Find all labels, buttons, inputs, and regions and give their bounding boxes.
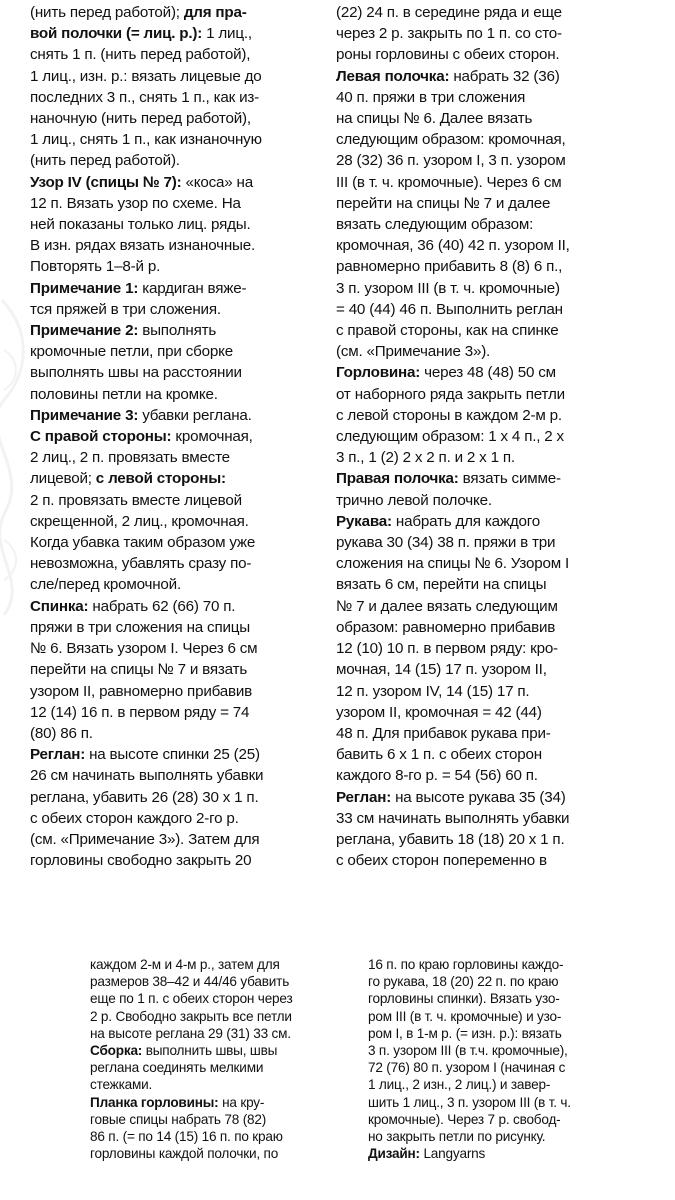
heading-text: Примечание 2: [30, 322, 139, 340]
text-line [30, 532, 330, 553]
body-text: бавить 6 х 1 п. с обеих сторон [336, 746, 542, 764]
text-line [30, 150, 330, 171]
text-line [30, 617, 330, 638]
body-text: половины петли на кромке. [30, 385, 218, 403]
heading-text: Реглан: [30, 746, 86, 764]
text-line [336, 172, 656, 193]
text-line [30, 574, 330, 595]
body-text: набрать 32 (36) [449, 67, 560, 85]
text-line [90, 1094, 350, 1111]
body-text: следующим образом: кромочная, [336, 131, 566, 149]
text-line [336, 320, 656, 341]
text-line [336, 2, 656, 23]
body-text: 1 лиц., изн. р.: вязать лицевые до [30, 67, 262, 85]
body-text: № 6. Вязать узором I. Через 6 см [30, 640, 258, 658]
text-line [90, 1059, 350, 1076]
text-line [30, 108, 330, 129]
text-line [30, 681, 330, 702]
body-text: говые спицы набрать 78 (82) [90, 1111, 267, 1127]
text-column-top-left [30, 2, 330, 871]
body-text: 40 п. пряжи в три сложения [336, 88, 526, 106]
text-line [336, 426, 656, 447]
body-text: = 40 (44) 46 п. Выполнить реглан [336, 300, 563, 318]
text-line [30, 299, 330, 320]
text-line [368, 1059, 658, 1076]
body-text: кромочная, 36 (40) 42 п. узором II, [336, 237, 570, 255]
text-line [336, 553, 656, 574]
body-text: III (в т. ч. кромочные). Через 6 см [336, 173, 562, 191]
body-text: равномерно прибавить 8 (8) 6 п., [336, 258, 563, 276]
body-text: «коса» на [181, 173, 253, 191]
heading-text: Примечание 1: [30, 279, 139, 297]
text-line [336, 299, 656, 320]
text-line [30, 256, 330, 277]
body-text: 12 (14) 16 п. в первом ряду = 74 [30, 703, 250, 721]
text-line [336, 278, 656, 299]
text-line [368, 990, 658, 1007]
text-line [90, 1128, 350, 1145]
text-line [90, 1145, 350, 1162]
text-line [30, 405, 330, 426]
text-line [336, 744, 656, 765]
body-text: 33 см начинать выполнять убавки [336, 809, 570, 827]
text-line [336, 511, 656, 532]
text-line [368, 1025, 658, 1042]
text-line [90, 990, 350, 1007]
text-line [30, 172, 330, 193]
body-text: 2 лиц., 2 п. провязать вместе [30, 449, 230, 467]
body-text: вязать симме- [458, 470, 561, 488]
text-line [30, 511, 330, 532]
body-text: кромочные). Через 7 р. свобод- [368, 1111, 561, 1127]
text-line [336, 765, 656, 786]
heading-text: Планка горловины: [90, 1094, 219, 1110]
text-line [336, 405, 656, 426]
body-text: 3 п., 1 (2) 2 х 2 п. и 2 х 1 п. [336, 449, 515, 467]
body-text: выполнить швы, швы [142, 1043, 278, 1059]
body-text: с обеих сторон попеременно в [336, 852, 547, 870]
text-line [30, 341, 330, 362]
body-text: вязать следующим образом: [336, 216, 534, 234]
text-column-top-right [336, 2, 656, 871]
body-text: ром III (в т. ч. кромочные) и узо- [368, 1008, 562, 1024]
body-text: узором II, кромочная = 42 (44) [336, 703, 542, 721]
text-line [336, 574, 656, 595]
text-line [90, 1076, 350, 1093]
body-text: шить 1 лиц., 3 п. узором III (в т. ч. [368, 1094, 571, 1110]
text-line [336, 468, 656, 489]
text-line [30, 490, 330, 511]
text-line [368, 1128, 658, 1145]
body-text: каждого 8-го р. = 54 (56) 60 п. [336, 767, 538, 785]
body-text: 3 п. узором III (в т. ч. кромочные) [336, 279, 560, 297]
heading-text: Левая полочка: [336, 67, 450, 85]
body-text: от наборного ряда закрыть петли [336, 385, 565, 403]
body-text: следующим образом: 1 х 4 п., 2 х [336, 428, 564, 446]
text-line [30, 723, 330, 744]
text-line [90, 1042, 350, 1059]
text-line [336, 384, 656, 405]
body-text: Когда убавка таким образом уже [30, 534, 256, 552]
text-line [90, 1025, 350, 1042]
text-line [336, 214, 656, 235]
body-text: Langyarns [419, 1146, 486, 1162]
body-text: стежками. [90, 1077, 153, 1093]
text-line [30, 553, 330, 574]
text-line [336, 341, 656, 362]
text-column-bottom-left [90, 956, 350, 1162]
body-text: реглана, убавить 18 (18) 20 х 1 п. [336, 830, 565, 848]
body-text: набрать для каждого [391, 512, 540, 530]
heading-text: Узор IV (спицы № 7): [30, 173, 182, 191]
text-line [336, 532, 656, 553]
body-text: № 7 и далее вязать следующим [336, 597, 558, 615]
body-text: горловины каждой полочки, по [90, 1146, 279, 1162]
body-text: 48 п. Для прибавок рукава при- [336, 724, 551, 742]
body-text: 1 лиц., снять 1 п., как изнаночную [30, 131, 262, 149]
heading-text: Рукава: [336, 512, 392, 530]
text-line [336, 44, 656, 65]
text-line [336, 235, 656, 256]
body-text: наночную (нить перед работой), [30, 110, 251, 128]
heading-text: с левой стороны: [95, 470, 226, 488]
text-line [336, 702, 656, 723]
body-text: невозможна, убавлять сразу по- [30, 555, 252, 573]
body-text: мочная, 14 (15) 17 п. узором II, [336, 661, 547, 679]
text-line [30, 66, 330, 87]
text-line [368, 1008, 658, 1025]
body-text: выполнять швы на расстоянии [30, 364, 242, 382]
body-text: 28 (32) 36 п. узором I, 3 п. узором [336, 152, 566, 170]
body-text: горловины свободно закрыть 20 [30, 852, 252, 870]
text-line [30, 596, 330, 617]
body-text: В изн. рядах вязать изнаночные. [30, 237, 255, 255]
body-text: через 2 р. закрыть по 1 п. со сто- [336, 25, 562, 43]
text-line [30, 638, 330, 659]
body-text: кромочная, [171, 428, 253, 446]
body-text: (см. «Примечание 3»). [336, 343, 491, 361]
body-text: реглана, убавить 26 (28) 30 х 1 п. [30, 788, 259, 806]
body-text: (нить перед работой). [30, 152, 180, 170]
text-line [30, 44, 330, 65]
body-text: ром I, в 1-м р. (= изн. р.): вязать [368, 1025, 562, 1041]
body-text: с правой стороны, как на спинке [336, 322, 559, 340]
text-line [336, 829, 656, 850]
text-line [30, 447, 330, 468]
text-line [30, 765, 330, 786]
heading-text: Горловина: [336, 364, 421, 382]
body-text: го рукава, 18 (20) 22 п. по краю [368, 974, 559, 990]
body-text: 1 лиц., [202, 25, 252, 43]
body-text: 12 п. узором IV, 14 (15) 17 п. [336, 682, 530, 700]
body-text: на спицы № 6. Далее вязать [336, 110, 533, 128]
body-text: снять 1 п. (нить перед работой), [30, 46, 251, 64]
body-text: еще по 1 п. с обеих сторон через [90, 991, 293, 1007]
text-line [336, 108, 656, 129]
body-text: 12 п. Вязать узор по схеме. На [30, 194, 241, 212]
body-text: вязать 6 см, перейти на спицы [336, 576, 547, 594]
text-line [336, 723, 656, 744]
text-line [368, 973, 658, 990]
watermark-decoration [0, 290, 34, 620]
body-text: 26 см начинать выполнять убавки [30, 767, 264, 785]
text-line [30, 214, 330, 235]
body-text: роны горловины с обеих сторон. [336, 46, 560, 64]
text-line [336, 850, 656, 871]
text-line [368, 1094, 658, 1111]
text-line [368, 1111, 658, 1128]
body-text: 1 лиц., 2 изн., 2 лиц.) и завер- [368, 1077, 551, 1093]
body-text: убавки реглана. [138, 406, 252, 424]
body-text: набрать 62 (66) 70 п. [88, 597, 236, 615]
text-line [336, 596, 656, 617]
body-text: пряжи в три сложения на спицы [30, 618, 250, 636]
body-text: выполнять [138, 322, 217, 340]
body-text: (см. «Примечание 3»). Затем для [30, 830, 260, 848]
body-text: последних 3 п., снять 1 п., как из- [30, 88, 259, 106]
body-text: (нить перед работой); [30, 4, 184, 21]
body-text: горловины спинки). Вязать узо- [368, 991, 560, 1007]
text-line [368, 1076, 658, 1093]
text-line [336, 256, 656, 277]
body-text: на высоте рукава 35 (34) [391, 788, 566, 806]
body-text: перейти на спицы № 7 и далее [336, 194, 551, 212]
watermark-swirl-icon [0, 290, 34, 620]
text-line [30, 362, 330, 383]
text-line [30, 129, 330, 150]
heading-text: С правой стороны: [30, 428, 172, 446]
text-line [336, 808, 656, 829]
text-line [336, 66, 656, 87]
body-text: сле/перед кромочной. [30, 576, 181, 594]
heading-text: вой полочки (= лиц. р.): [30, 25, 203, 43]
text-line [90, 956, 350, 973]
text-line [336, 638, 656, 659]
text-line [30, 278, 330, 299]
heading-text: Дизайн: [368, 1146, 420, 1162]
heading-text: Примечание 3: [30, 406, 139, 424]
text-line [30, 468, 330, 489]
text-line [336, 150, 656, 171]
body-text: с левой стороны в каждом 2-м р. [336, 406, 562, 424]
heading-text: Правая полочка: [336, 470, 459, 488]
body-text: размеров 38–42 и 44/46 убавить [90, 974, 290, 990]
text-line [336, 490, 656, 511]
body-text: через 48 (48) 50 см [420, 364, 556, 382]
heading-text: Сборка: [90, 1043, 143, 1059]
body-text: (22) 24 п. в середине ряда и еще [336, 4, 562, 21]
body-text: трично левой полочке. [336, 491, 492, 509]
body-text: лицевой; [30, 470, 96, 488]
text-line [30, 235, 330, 256]
heading-text: Спинка: [30, 597, 89, 615]
text-line [30, 320, 330, 341]
body-text: 16 п. по краю горловины каждо- [368, 957, 564, 972]
text-line [336, 362, 656, 383]
text-line [30, 2, 330, 23]
text-line [30, 744, 330, 765]
text-line [336, 129, 656, 150]
body-text: кромочные петли, при сборке [30, 343, 233, 361]
body-text: (80) 86 п. [30, 724, 93, 742]
text-line [336, 681, 656, 702]
text-line [336, 87, 656, 108]
body-text: 2 п. провязать вместе лицевой [30, 491, 242, 509]
text-line [336, 447, 656, 468]
text-line [90, 1111, 350, 1128]
body-text: тся пряжей в три сложения. [30, 300, 221, 318]
text-line [30, 829, 330, 850]
body-text: на кру- [218, 1094, 265, 1110]
body-text: на высоте реглана 29 (31) 33 см. [90, 1025, 291, 1041]
text-column-bottom-right [368, 956, 658, 1162]
text-line [30, 87, 330, 108]
body-text: 3 п. узором III (в т.ч. кромочные), [368, 1043, 568, 1059]
body-text: скрещенной, 2 лиц., кромочная. [30, 512, 249, 530]
body-text: ней показаны только лиц. ряды. [30, 216, 251, 234]
body-text: 86 п. (= по 14 (15) 16 п. по краю [90, 1129, 283, 1145]
text-line [30, 850, 330, 871]
body-text: реглана соединять мелкими [90, 1060, 264, 1076]
text-line [336, 193, 656, 214]
text-line [30, 659, 330, 680]
text-line [336, 787, 656, 808]
body-text: с обеих сторон каждого 2-го р. [30, 809, 239, 827]
body-text: кардиган вяже- [138, 279, 247, 297]
body-text: перейти на спицы № 7 и вязать [30, 661, 248, 679]
heading-text: для пра- [183, 4, 247, 21]
text-line [30, 193, 330, 214]
text-line [90, 1008, 350, 1025]
text-line [90, 973, 350, 990]
text-line [30, 384, 330, 405]
body-text: на высоте спинки 25 (25) [85, 746, 260, 764]
body-text: 2 р. Свободно закрыть все петли [90, 1008, 292, 1024]
text-line [368, 1042, 658, 1059]
text-line [30, 808, 330, 829]
text-line [336, 617, 656, 638]
body-text: узором II, равномерно прибавив [30, 682, 253, 700]
text-line [30, 426, 330, 447]
body-text: сложения на спицы № 6. Узором I [336, 555, 570, 573]
text-line [336, 659, 656, 680]
text-line [368, 956, 658, 973]
body-text: 72 (76) 80 п. узором I (начиная с [368, 1060, 566, 1076]
heading-text: Реглан: [336, 788, 392, 806]
text-line [30, 702, 330, 723]
body-text: каждом 2-м и 4-м р., затем для [90, 957, 280, 972]
text-line [30, 787, 330, 808]
text-line [30, 23, 330, 44]
body-text: образом: равномерно прибавив [336, 618, 556, 636]
text-line [336, 23, 656, 44]
text-line [368, 1145, 658, 1162]
body-text: 12 (10) 10 п. в первом ряду: кро- [336, 640, 558, 658]
body-text: рукава 30 (34) 38 п. пряжи в три [336, 534, 556, 552]
body-text: Повторять 1–8-й р. [30, 258, 161, 276]
body-text: но закрыть петли по рисунку. [368, 1129, 546, 1145]
